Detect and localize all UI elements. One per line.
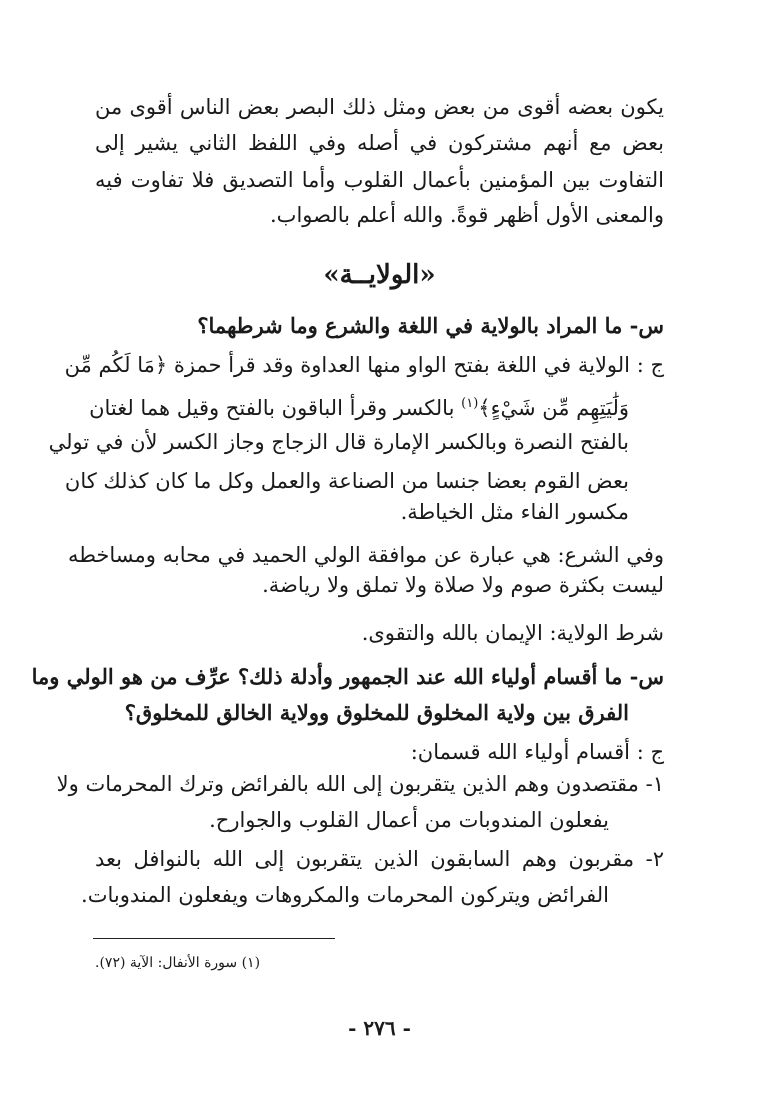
footnote-divider bbox=[93, 938, 335, 939]
sharia-line-2: ليست بكثرة صوم ولا صلاة ولا تملق ولا رياضة. bbox=[262, 573, 664, 597]
question-2-label: س- bbox=[629, 664, 664, 689]
list-item-1-number: ١- bbox=[645, 772, 664, 796]
answer-1-line-1 bbox=[64, 350, 664, 380]
list-item-2-line-1 bbox=[95, 844, 664, 874]
page-number: - ٢٧٦ - bbox=[348, 1016, 411, 1040]
question-2-text-1: ما أقسام أولياء الله عند الجمهور وأدلة ذلك؟ عرِّف من هو الولي وما bbox=[31, 664, 623, 689]
answer-1-line-2 bbox=[89, 389, 629, 423]
answer-1-line-5: مكسور الفاء مثل الخياطة. bbox=[400, 500, 629, 524]
wilaya-condition: شرط الولاية: الإيمان بالله والتقوى. bbox=[361, 621, 664, 645]
question-1 bbox=[95, 311, 664, 341]
list-item-1-text-1: مقتصدون وهم الذين يتقربون إلى الله بالفرائض وترك المحرمات ولا bbox=[56, 772, 639, 796]
section-title: «الولايــة» bbox=[323, 260, 436, 290]
question-1-text: ما المراد بالولاية في اللغة والشرع وما شرطهما؟ bbox=[197, 313, 623, 338]
answer-1-text-1: الولاية في اللغة بفتح الواو منها العداوة وقد قرأ حمزة ﴿مَا لَكُم مِّن bbox=[64, 353, 630, 377]
sharia-line-1: وفي الشرع: هي عبارة عن موافقة الولي الحميد في محابه ومساخطه bbox=[67, 543, 664, 567]
answer-1-line-4: بعض القوم بعضا جنسا من الصناعة والعمل وكل ما كان كذلك كان bbox=[64, 469, 629, 493]
answer-2-label: ج : bbox=[636, 740, 664, 764]
list-item-2-line-2: الفرائض ويتركون المحرمات والمكروهات ويفعلون المندوبات. bbox=[81, 883, 609, 907]
answer-2-text: أقسام أولياء الله قسمان: bbox=[410, 740, 630, 764]
answer-1-line-3: بالفتح النصرة وبالكسر الإمارة قال الزجاج وجاز الكسر لأن في تولي bbox=[48, 430, 629, 454]
list-item-2-text-1: مقربون وهم السابقون الذين يتقربون إلى الله بالنوافل بعد bbox=[95, 847, 635, 871]
answer-1-text-2: بالكسر وقرأ الباقون بالفتح وقيل هما لغتان bbox=[89, 396, 455, 420]
list-item-2-number: ٢- bbox=[645, 847, 664, 871]
verse-continuation: وَلَٰيَتِهِم مِّن شَيْءٍ﴾ bbox=[478, 396, 629, 420]
footnote-marker: (١) bbox=[461, 396, 479, 411]
list-item-1-line-2: يفعلون المندوبات من أعمال القلوب والجوارح. bbox=[209, 808, 609, 832]
question-1-label: س- bbox=[629, 313, 664, 338]
list-item-1-line-1 bbox=[56, 769, 664, 799]
intro-line-3: التفاوت بين المؤمنين بأعمال القلوب وأما التصديق فلا تفاوت فيه bbox=[95, 168, 664, 192]
footnote: (١) سورة الأنفال: الآية (٧٢). bbox=[95, 955, 261, 971]
question-2-line-1 bbox=[31, 662, 664, 692]
intro-line-4: والمعنى الأول أظهر قوةً. والله أعلم بالصواب. bbox=[270, 203, 664, 227]
intro-line-1: يكون بعضه أقوى من بعض ومثل ذلك البصر بعض الناس أقوى من bbox=[95, 95, 664, 119]
question-2-line-2: الفرق بين ولاية المخلوق للمخلوق وولاية الخالق للمخلوق؟ bbox=[124, 700, 629, 725]
answer-2-intro bbox=[95, 737, 664, 767]
intro-line-2: بعض مع أنهم مشتركون في أصله وفي اللفظ الثاني يشير إلى bbox=[95, 131, 664, 155]
answer-1-label: ج : bbox=[636, 353, 664, 377]
